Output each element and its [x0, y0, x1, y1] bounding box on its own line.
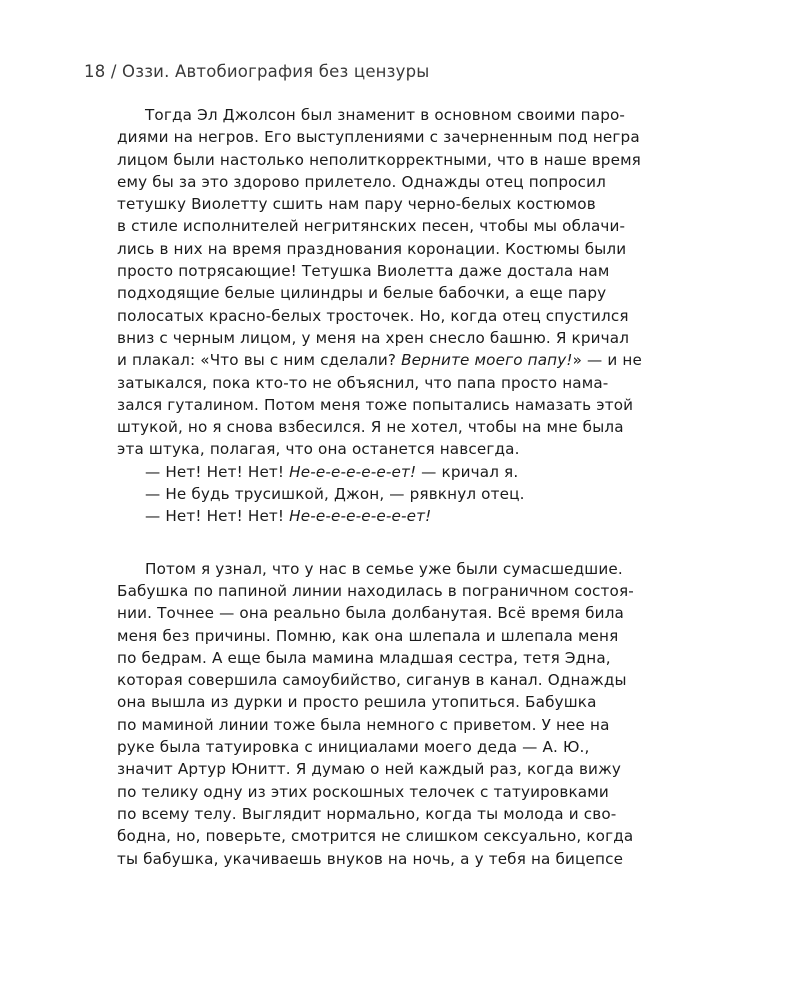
page-body	[117, 104, 727, 870]
text-run: » — и не	[572, 351, 642, 370]
text-line: нии. Точнее — она реально была долбанутая. Всё время била	[117, 604, 625, 623]
italic-text: Не-е-е-е-е-е-ет!	[289, 462, 417, 481]
dialogue-line: — Не будь трусишкой, Джон, — рявкнул отец.	[145, 485, 525, 504]
text-run: — Нет! Нет! Нет!	[145, 507, 290, 526]
paragraph-gap	[117, 528, 727, 558]
text-line: эта штука, полагая, что она останется навсегда.	[117, 440, 520, 459]
text-run: — Нет! Нет! Нет!	[145, 462, 290, 481]
running-head: 18 / Оззи. Автобиография без цензуры	[84, 62, 430, 81]
text-line: руке была татуировка с инициалами моего деда — А. Ю.,	[117, 738, 590, 757]
text-line: затыкался, пока кто-то не объяснил, что папа просто нама-	[117, 373, 609, 392]
text-line: лицом были настолько неполиткорректными, что в наше время	[117, 150, 641, 169]
text-line: ему бы за это здорово прилетело. Однажды отец попросил	[117, 172, 606, 191]
text-run: и плакал: «Что вы с ним сделали?	[117, 351, 402, 370]
text-line: подходящие белые цилиндры и белые бабочки, а еще пару	[117, 284, 607, 303]
text-line: полосатых красно-белых тросточек. Но, когда отец спустился	[117, 306, 629, 325]
text-line: она вышла из дурки и просто решила утопиться. Бабушка	[117, 693, 597, 712]
text-line: меня без причины. Помню, как она шлепала и шлепала меня	[117, 626, 619, 645]
italic-text: Не-е-е-е-е-е-е-ет!	[289, 507, 432, 526]
text-line: вниз с черным лицом, у меня на хрен снесло башню. Я кричал	[117, 328, 630, 347]
text-line: в стиле исполнителей негритянских песен, чтобы мы облачи-	[117, 217, 626, 236]
text-line: просто потрясающие! Тетушка Виолетта даже достала нам	[117, 262, 610, 281]
text-line: диями на негров. Его выступлениями с зачерненным под негра	[117, 128, 640, 147]
text-line: лись в них на время празднования коронации. Костюмы были	[117, 239, 627, 258]
text-line-mixed	[117, 349, 727, 371]
text-line: значит Артур Юнитт. Я думаю о ней каждый раз, когда вижу	[117, 760, 622, 779]
text-line: Потом я узнал, что у нас в семье уже были сумасшедшие.	[145, 559, 623, 578]
text-line: по маминой линии тоже была немного с приветом. У нее на	[117, 715, 610, 734]
dialogue-line	[117, 505, 727, 527]
text-line: по бедрам. А еще была мамина младшая сестра, тетя Эдна,	[117, 648, 611, 667]
text-line: штукой, но я снова взбесился. Я не хотел, чтобы на мне была	[117, 418, 624, 437]
italic-text: Верните моего папу!	[401, 351, 573, 370]
text-line: тетушку Виолетту сшить нам пару черно-белых костюмов	[117, 195, 596, 214]
text-line: по всему телу. Выглядит нормально, когда ты молода и сво-	[117, 804, 617, 823]
dialogue-line	[117, 461, 727, 483]
text-line: бодна, но, поверьте, смотрится не слишком сексуально, когда	[117, 827, 634, 846]
text-line: ты бабушка, укачиваешь внуков на ночь, а у тебя на бицепсе	[117, 849, 624, 868]
text-line: Бабушка по папиной линии находилась в пограничном состоя-	[117, 581, 634, 600]
text-line: которая совершила самоубийство, сиганув в канал. Однажды	[117, 671, 627, 690]
text-line: зался гуталином. Потом меня тоже попытались намазать этой	[117, 395, 634, 414]
text-run: — кричал я.	[416, 462, 519, 481]
text-line: Тогда Эл Джолсон был знаменит в основном своими паро-	[145, 106, 626, 124]
text-line: по телику одну из этих роскошных телочек с татуировками	[117, 782, 609, 801]
